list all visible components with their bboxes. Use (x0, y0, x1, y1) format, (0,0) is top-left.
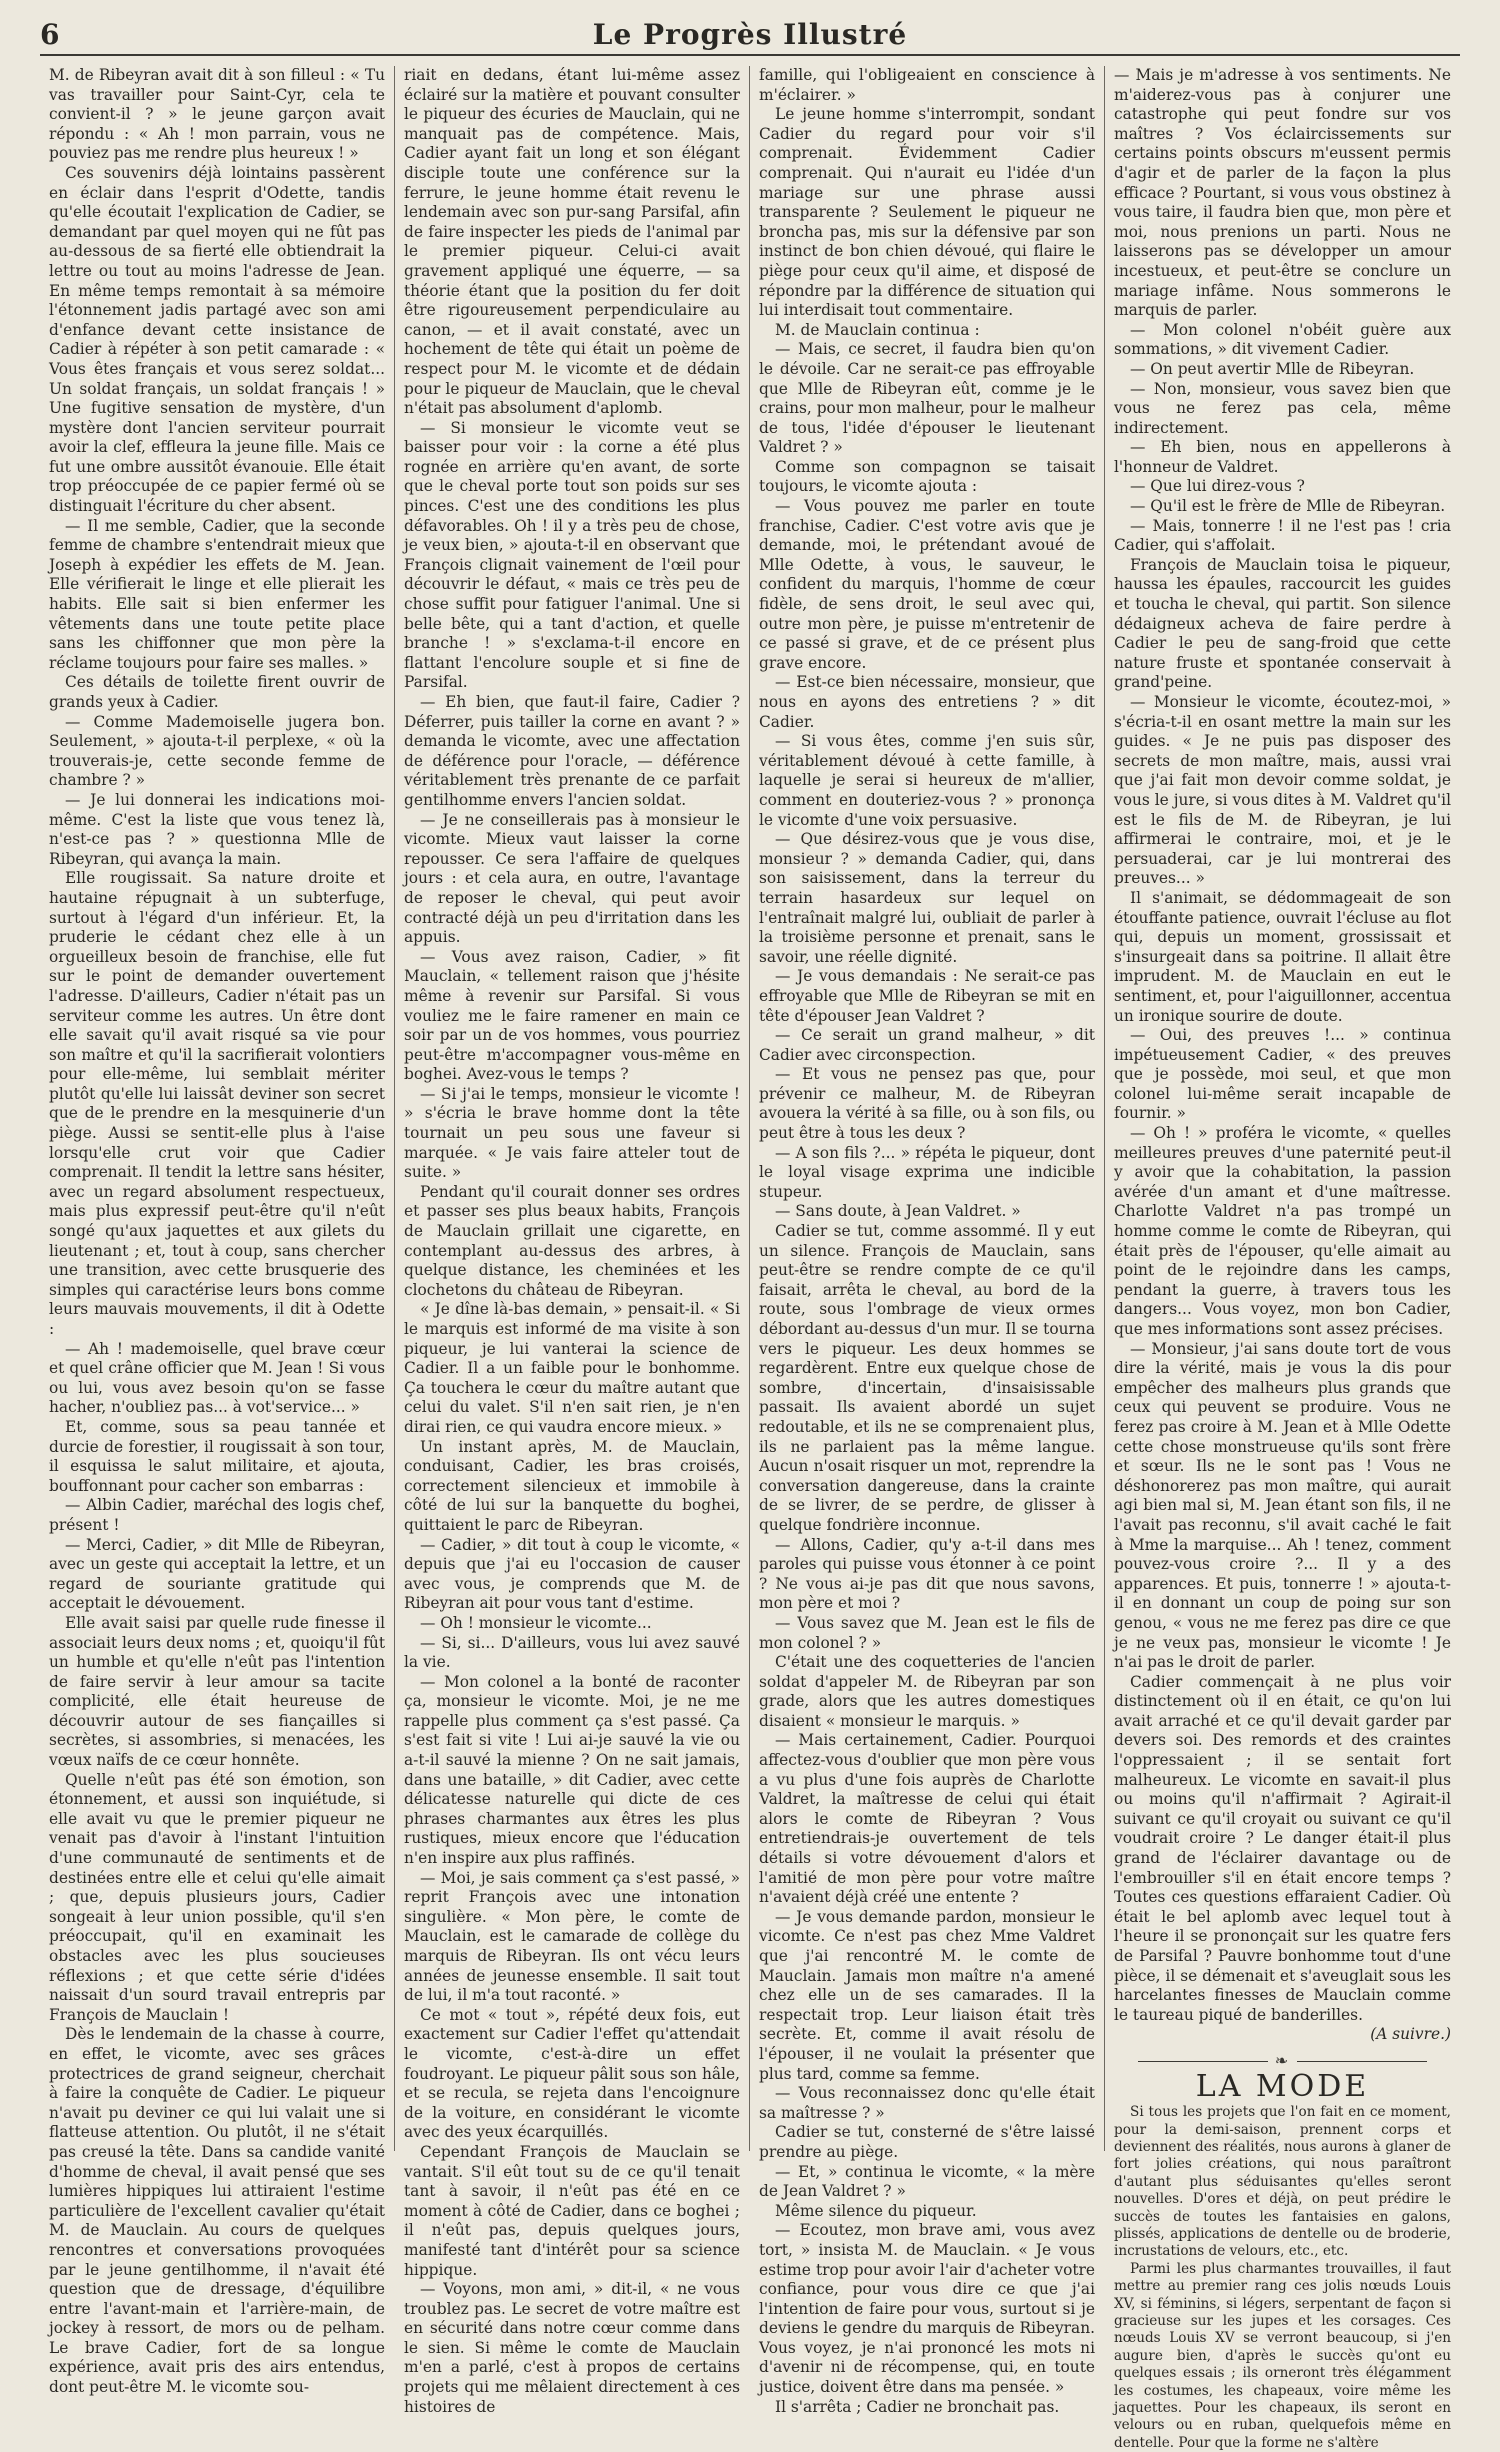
text-columns (40, 66, 1460, 2451)
story-paragraph: Ces détails de toilette firent ouvrir de grands yeux à Cadier. (49, 673, 385, 711)
story-paragraph: — Ecoutez, mon brave ami, vous avez tort, » insista M. de Mauclain. « Je vous estime trop pour avoir l'air d'acheter votre confiance, pour vous dire ce que j'ai l'intention de faire pour vous, surtout si je deviens le gendre du marquis de Ribeyran. Vous voyez, je n'ai prononcé les mots ni d'avenir ni de récompense, qui, en toute justice, doivent être dans ma pensée. » (759, 2221, 1096, 2397)
story-paragraph: — Oui, des preuves !... » continua impétueusement Cadier, « des preuves que je possède, moi seul, et que mon colonel lui-même serait incapable de fournir. » (1114, 1026, 1451, 1123)
mode-paragraph: Si tous les projets que l'on fait en ce moment, pour la demi-saison, prennent corps et deviennent des réalités, nous aurons à glaner de fort jolies créations, qui nous paraîtront d'autant plus séduisantes qu'elles seront nouvelles. D'ores et déjà, on peut prédire le succès de toutes les fantaisies en galons, plissés, applications de dentelle ou de broderie, incrustations de velours, etc., etc. (1114, 2104, 1451, 2260)
story-paragraph: Quelle n'eût pas été son émotion, son étonnement, et aussi son inquiétude, si elle avait vu que le premier piqueur ne venait pas d'avoir à l'instant l'intuition d'une communauté de sentiments et de destinées entre elle et celui qu'elle aimait ; que, depuis plusieurs jours, Cadier songeait à leur union possible, qu'il s'en préoccupait, qu'il en examinait les obstacles avec les plus soucieuses réflexions ; et que cette série d'idées naissait d'un sourd travail entrepris par François de Mauclain ! (49, 1770, 385, 2024)
story-paragraph: — On peut avertir Mlle de Ribeyran. (1130, 359, 1415, 378)
story-paragraph: C'était une des coquetteries de l'ancien soldat d'appeler M. de Ribeyran par son grade, alors que les autres domestiques disaient « monsieur le marquis. » (759, 1653, 1095, 1730)
column-2 (395, 66, 750, 2416)
column-1 (40, 66, 395, 2397)
story-paragraph: famille, qui l'obligeaient en conscience à m'éclairer. » (759, 66, 1095, 104)
story-paragraph: — Vous savez que M. Jean est le fils de mon colonel ? » (759, 1613, 1095, 1652)
story-paragraph: Pendant qu'il courait donner ses ordres et passer ses plus beaux habits, François de Mauclain grillait une cigarette, en contemplant au-dessus des arbres, à quelque distance, les cheminées et les clochetons du château de Ribeyran. (404, 1182, 740, 1299)
story-paragraph: — Mais, tonnerre ! il ne l'est pas ! cria Cadier, qui s'affolait. (1114, 516, 1451, 555)
story-paragraph: — Si j'ai le temps, monsieur le vicomte ! » s'écria le brave homme dont la tête tournait un peu sous une faveur si marquée. « Je vais faire atteler tout de suite. » (404, 1084, 740, 1182)
story-paragraph: — Allons, Cadier, qu'y a-t-il dans mes paroles qui puisse vous étonner à ce point ? Ne vous ai-je pas dit que nous savons, mon père et moi ? (759, 1535, 1095, 1613)
story-paragraph: — Que lui direz-vous ? (1130, 477, 1305, 496)
story-paragraph: Il s'animait, se dédommageait de son étouffante patience, ouvrait l'écluse au flot qui, depuis un moment, grossissait et s'insurgeait dans sa poitrine. Il allait être imprudent. M. de Mauclain en eut le sentiment, et, pour l'aiguillonner, accentua un ironique sourire de doute. (1114, 888, 1451, 1025)
mode-paragraph: Parmi les plus charmantes trouvailles, il faut mettre au premier rang ces jolis nœuds Louis XV, si féminins, si légers, serpentant de façon si gracieuse sur les jupes et les corsages. Ces nœuds Louis XV se verront beaucoup, si j'en augure bien, d'après le succès qu'ont eu quelques essais ; ils orneront très élégamment les costumes, les chapeaux, voire même les jaquettes. Pour les chapeaux, ils seront en velours ou en ruban, quelquefois même en dentelle. Pour que la forme ne s'altère (1114, 2260, 1451, 2451)
story-paragraph: — Mon colonel a la bonté de raconter ça, monsieur le vicomte. Moi, je ne me rappelle plus comment ça s'est passé. Ça s'est fait si vite ! Lui ai-je sauvé la vie ou a-t-il sauvé la mienne ? On ne sait jamais, dans une bataille, » dit Cadier, avec cette délicatesse naturelle qui dicte de ces phrases charmantes aux êtres les plus rustiques, mieux encore que l'éducation n'en inspire aux plus raffinés. (404, 1672, 740, 1868)
story-paragraph: Elle avait saisi par quelle rude finesse il associait leurs deux noms ; et, quoiqu'il fût un humble et qu'elle n'eût pas l'intention de faire servir à leur amour sa tacite complicité, elle était heureuse de découvrir autour de ses fiançailles si secrètes, si assombries, si menacées, les vœux naïfs de ce cœur honnête. (49, 1613, 385, 1770)
story-paragraph: — Si vous êtes, comme j'en suis sûr, véritablement dévoué à cette famille, à laquelle je serai si heureux de m'allier, comment en douteriez-vous ? » prononça le vicomte d'une voix persuasive. (759, 732, 1095, 829)
story-paragraph: — Monsieur le vicomte, écoutez-moi, » s'écria-t-il en osant mettre la main sur les guides. « Je ne puis pas disposer des secrets de mon maître, mais, aussi vrai que j'ai fait mon devoir comme soldat, je vous le jure, si vous dites à M. Valdret qu'il est le fils de M. de Ribeyran, je lui affirmerai le contraire, moi, et je le persuaderai, car je lui montrerai des preuves... » (1114, 693, 1451, 888)
story-paragraph: Cadier se tut, comme assommé. Il y eut un silence. François de Mauclain, sans peut-être se rendre compte de ce qu'il faisait, arrêta le cheval, au bord de la route, sous l'ombrage de vieux ormes débordant au-dessus d'un mur. Il se tourna vers le piqueur. Les deux hommes se regardèrent. Entre eux quelque chose de sombre, d'incertain, d'insaisissable passait. Ils avaient abordé un sujet redoutable, et ils ne se comprenaient plus, ils ne parlaient pas la même langue. Aucun n'osait risquer un mot, reprendre la conversation dangereuse, dans la crainte de se livrer, de se perdre, de glisser à quelque fondrière inconnue. (759, 1222, 1095, 1534)
story-paragraph: — Vous reconnaissez donc qu'elle était sa maîtresse ? » (759, 2084, 1095, 2122)
story-paragraph: — Oh ! monsieur le vicomte... (420, 1613, 652, 1632)
column-4 (1105, 66, 1460, 2451)
story-paragraph: — Ce serait un grand malheur, » dit Cadier avec circonspection. (759, 1026, 1095, 1064)
story-paragraph: — Mais je m'adresse à vos sentiments. Ne m'aiderez-vous pas à conjurer une catastrophe qui peut fondre sur vos maîtres ? Vos éclaircissements sur certains points obscurs m'eussent permis d'agir et de parler de la façon la plus efficace ? Pourtant, si vous vous obstinez à vous taire, il faudra bien que, mon père et moi, nous prenions un parti. Nous ne laisserons pas se développer un amour incestueux, et peut-être se conclure un mariage infâme. Nous sommerons le marquis de parler. (1114, 66, 1451, 320)
story-paragraph: — Qu'il est le frère de Mlle de Ribeyran. (1130, 497, 1446, 516)
story-paragraph: — Mais certainement, Cadier. Pourquoi affectez-vous d'oublier que mon père vous a vu plus d'une fois auprès de Charlotte Valdret, la maîtresse de celui qui était alors le comte de Ribeyran ? Vous entretiendrais-je ouvertement de tels détails si votre dévouement d'alors et l'amitié de mon père pour votre maître n'avaient déjà créé une entente ? (759, 1731, 1095, 1907)
story-paragraph: — Je lui donnerai les indications moi-même. C'est la liste que vous tenez là, n'est-ce pas ? » questionna Mlle de Ribeyran, qui avança la main. (49, 790, 385, 868)
story-paragraph: Cadier se tut, consterné de s'être laissé prendre au piège. (759, 2123, 1095, 2161)
story-paragraph: — Et vous ne pensez pas que, pour prévenir ce malheur, M. de Ribeyran avouera la vérité à sa fille, ou à son fils, ou peut être à tous les deux ? (759, 1065, 1095, 1143)
section-divider: ❧ (1114, 2051, 1451, 2071)
story-paragraph: — Vous avez raison, Cadier, » fit Mauclain, « tellement raison que j'hésite même à revenir sur Parsifal. Si vous vouliez me le faire ramener en main ce soir par un de vos hommes, vous pourriez peut-être m'accompagner vous-même en boghei. Avez-vous le temps ? (404, 947, 740, 1084)
story-paragraph: — Oh ! » proféra le vicomte, « quelles meilleures preuves d'une paternité peut-il y avoir que la cohabitation, la passion avérée d'un amant et d'une maîtresse. Charlotte Valdret n'a pas trompé un homme comme le comte de Ribeyran, qui était près de l'épouser, qu'elle aimait au point de le rejoindre dans les camps, pendant la guerre, à travers tous les dangers... Vous voyez, mon bon Cadier, que mes informations sont assez précises. (1114, 1124, 1451, 1338)
story-paragraph: — Mon colonel n'obéit guère aux sommations, » dit vivement Cadier. (1114, 320, 1451, 359)
story-paragraph: — Eh bien, nous en appellerons à l'honneur de Valdret. (1114, 438, 1451, 476)
story-paragraph: — Je vous demande pardon, monsieur le vicomte. Ce n'est pas chez Mme Valdret que j'ai rencontré M. le comte de Mauclain. Jamais mon maître n'a amené chez elle un de ses camarades. Il la respectait trop. Leur liaison était très secrète. Et, comme il avait résolu de l'épouser, il ne voulait la présenter que plus tard, comme sa femme. (759, 1907, 1095, 2083)
story-paragraph: — Monsieur, j'ai sans doute tort de vous dire la vérité, mais je vous la dis pour empêcher des malheurs plus grands que ceux qui peuvent se produire. Vous ne ferez pas croire à M. Jean et à Mlle Odette cette chose monstrueuse qu'ils sont frère et sœur. Ils ne le sont pas ! Vous ne déshonorerez pas mon maître, qui aurait agi bien mal si, M. Jean étant son fils, il ne l'avait pas reconnu, s'il avait caché le fait à Mme la marquise... Ah ! tenez, comment pouvez-vous croire ?... Il y a des apparences. Et puis, tonnerre ! » ajouta-t-il en donnant un coup de poing sur son genou, « vous ne me ferez pas dire ce que je ne veux pas, monsieur le vicomte ! Je n'ai pas le droit de parler. (1114, 1339, 1451, 1672)
story-paragraph: — Non, monsieur, vous savez bien que vous ne ferez pas cela, même indirectement. (1114, 379, 1451, 437)
story-paragraph: « Je dîne là-bas demain, » pensait-il. « Si le marquis est informé de ma visite à son piqueur, je lui vanterai la science de Cadier. Il a un faible pour le bonhomme. Ça touchera le cœur du maître autant que celui du valet. S'il n'en sait rien, je n'en dirai rien, ce qui vaudra encore mieux. » (404, 1300, 740, 1436)
story-paragraph: — Mais, ce secret, il faudra bien qu'on le dévoile. Car ne serait-ce pas effroyable que Mlle de Ribeyran eût, comme je le crains, pour mon malheur, pour le malheur de tous, l'idée d'épouser le lieutenant Valdret ? » (759, 340, 1095, 457)
story-paragraph: Même silence du piqueur. (775, 2201, 977, 2220)
page-number: 6 (40, 18, 60, 51)
story-paragraph: François de Mauclain toisa le piqueur, haussa les épaules, raccourcit les guides et toucha le cheval, qui partit. Son silence dédaigneux acheva de faire perdre à Cadier le peu de sang-froid que cette nature fruste et spontanée conservait à grand'peine. (1114, 555, 1451, 692)
story-paragraph: — Cadier, » dit tout à coup le vicomte, « depuis que j'ai eu l'occasion de causer avec vous, je comprends que M. de Ribeyran ait pour vous tant d'estime. (404, 1535, 740, 1613)
story-paragraph: — Moi, je sais comment ça s'est passé, » reprit François avec une intonation singulière. « Mon père, le comte de Mauclain, est le camarade de collège du marquis de Ribeyran. Ils ont vécu leurs années de jeunesse ensemble. Il sait tout de lui, il m'a tout raconté. » (404, 1868, 740, 2005)
story-paragraph: Elle rougissait. Sa nature droite et hautaine répugnait à un subterfuge, surtout à l'égard d'un inférieur. Et, la pruderie le cédant chez elle à un orgueilleux besoin de franchise, elle fut sur le point de demander ouvertement l'adresse. D'ailleurs, Cadier n'était pas un serviteur comme les autres. Un être dont elle savait qu'il avait risqué sa vie pour son maître et qu'il la sacrifierait volontiers pour elle-même, lui semblait mériter plutôt qu'elle lui laissât deviner son secret que de le prendre en la mesquinerie d'un piège. Aussi se sentit-elle plus à l'aise lorsqu'elle crut voir que Cadier comprenait. Il tendit la lettre sans hésiter, avec un regard absolument respectueux, mais plus expressif peut-être qu'il n'eût songé qu'aux jaquettes et aux gilets du lieutenant ; et, tout à coup, sans chercher une transition, avec cette brusquerie des simples qui caractérise leurs bons comme leurs mauvais mouvements, il dit à Odette : (49, 869, 385, 1338)
story-paragraph: — Si monsieur le vicomte veut se baisser pour voir : la corne a été plus rognée en arrière qu'en avant, de sorte que le cheval porte tout son poids sur ses pinces. C'est une des conditions les plus défavorables. Oh ! il y a très peu de chose, je veux bien, » ajouta-t-il en observant que François clignait vainement de l'œil pour découvrir le défaut, « mais ce très peu de chose suffit pour fatiguer l'animal. Une si belle bête, qui a tant d'action, et quelle branche ! » s'exclama-t-il encore en flattant l'encolure souple et si fine de Parsifal. (404, 418, 740, 692)
story-paragraph: — Albin Cadier, maréchal des logis chef, présent ! (49, 1496, 385, 1534)
mode-title: LA MODE (1195, 2068, 1370, 2104)
story-paragraph: Ce mot « tout », répété deux fois, eut exactement sur Cadier l'effet qu'attendait le vicomte, c'est-à-dire un effet foudroyant. Le piqueur pâlit sous son hâle, et se recula, se rejeta dans l'encoignure de la voiture, en considérant le vicomte avec des yeux écarquillés. (404, 2005, 740, 2142)
story-paragraph: — Sans doute, à Jean Valdret. » (775, 1202, 1021, 1221)
to-be-continued: (A suivre.) (1370, 2025, 1451, 2044)
story-paragraph: — Comme Mademoiselle jugera bon. Seulement, » ajouta-t-il perplexe, « où la trouverais-je, cette seconde femme de chambre ? » (49, 712, 385, 790)
journal-title: Le Progrès Illustré (592, 18, 908, 51)
story-paragraph: Cadier commençait à ne plus voir distinctement où il en était, ce qu'on lui avait arraché et ce qu'il devait garder par devers soi. Des remords et des craintes l'oppressaient ; il se sentait fort malheureux. Le vicomte en savait-il plus ou moins qu'il n'affirmait ? Agirait-il suivant ce qu'il croyait ou suivant ce qu'il voudrait croire ? Le danger était-il plus grand de l'éclairer davantage ou de l'embrouiller s'il en était encore temps ? Toutes ces questions effaraient Cadier. Où était le bel aplomb avec lequel tout à l'heure il se prononçait sur les quatre fers de Parsifal ? Pauvre bonhomme tout d'une pièce, il se démenait et s'aveuglait sous les harcelantes finesses de Mauclain comme le taureau piqué de banderilles. (1114, 1672, 1451, 2024)
story-paragraph: — Merci, Cadier, » dit Mlle de Ribeyran, avec un geste qui acceptait la lettre, et un regard de souriante gratitude qui acceptait le dévouement. (49, 1535, 385, 1613)
story-paragraph: Dès le lendemain de la chasse à courre, en effet, le vicomte, avec ses grâces protectrices de grand seigneur, cherchait à faire la conquête de Cadier. Le piqueur n'avait pu deviner ce qui lui valait une si flatteuse attention. Ou plutôt, il ne s'était pas creusé la tête. Dans sa candide vanité d'homme de cheval, il avait pensé que ses lumières hippiques lui attiraient l'estime particulière de l'excellent cavalier qu'était M. de Mauclain. Au cours de quelques rencontres et conversations provoquées par le jeune gentilhomme, il n'avait été question que de dressage, d'équilibre entre l'avant-main et l'arrière-main, de jockey à ressort, de mors ou de pelham. Le brave Cadier, fort de sa longue expérience, avait pris des airs entendus, dont peut-être M. le vicomte sou- (49, 2025, 385, 2397)
story-paragraph: — Eh bien, que faut-il faire, Cadier ? Déferrer, puis tailler la corne en avant ? » demanda le vicomte, avec une affectation de déférence pour l'oracle, — déférence véritablement très prenante de ce parfait gentilhomme envers l'ancien soldat. (404, 693, 740, 809)
story-paragraph: — A son fils ?... » répéta le piqueur, dont le loyal visage exprima une indicible stupeur. (759, 1143, 1095, 1201)
story-paragraph: Il s'arrêta ; Cadier ne bronchait pas. (775, 2397, 1060, 2416)
story-paragraph: M. de Mauclain continua : (775, 320, 980, 339)
column-3 (750, 66, 1105, 2416)
story-paragraph: — Que désirez-vous que je vous dise, monsieur ? » demanda Cadier, qui, dans son saisissement, dans la terreur du terrain hasardeux sur lequel on l'entraînait malgré lui, oubliait de parler à la troisième personne et prenait, sans le savoir, une réelle dignité. (759, 830, 1095, 966)
story-paragraph: M. de Ribeyran avait dit à son filleul : « Tu vas travailler pour Saint-Cyr, cela te convient-il ? » le jeune garçon avait répondu : « Ah ! mon parrain, vous ne pouviez pas me rendre plus heureux ! » (49, 66, 385, 163)
story-paragraph: Cependant François de Mauclain se vantait. S'il eût tout su de ce qu'il tenait tant à savoir, il n'eût pas été en ce moment à côté de Cadier, dans ce boghei ; il n'eût pas, depuis quelques jours, manifesté tant d'intérêt pour sa science hippique. (404, 2142, 740, 2279)
story-paragraph: — Est-ce bien nécessaire, monsieur, que nous en ayons des entretiens ? » dit Cadier. (759, 673, 1095, 731)
story-paragraph: Comme son compagnon se taisait toujours, le vicomte ajouta : (759, 457, 1095, 496)
story-paragraph: — Il me semble, Cadier, que la seconde femme de chambre s'entendrait mieux que Joseph à expédier les effets de M. Jean. Elle vérifierait le linge et elle plierait les habits. Elle sait si bien enfermer les vêtements dans une toute petite place sans les chiffonner que mon père la réclame toujours pour faire ses malles. » (49, 516, 385, 672)
story-paragraph: — Vous pouvez me parler en toute franchise, Cadier. C'est votre avis que je demande, moi, le prétendant avoué de Mlle Odette, à vous, le sauveur, le confident du marquis, l'homme de cœur fidèle, de sens droit, le seul avec qui, outre mon père, je puisse m'entretenir de ce passé si grave, et de ce présent plus grave encore. (759, 497, 1095, 672)
story-paragraph: — Ah ! mademoiselle, quel brave cœur et quel crâne officier que M. Jean ! Si vous ou lui, vous avez besoin qu'on se fasse hacher, n'oubliez pas... à vot'service... » (49, 1339, 385, 1417)
story-paragraph: riait en dedans, étant lui-même assez éclairé sur la matière et pouvant consulter le piqueur des écuries de Mauclain, qui ne manquait pas de compétence. Mais, Cadier ayant fait un long et son élégant disciple toute une conférence sur la ferrure, le jeune homme était revenu le lendemain avec son pur-sang Parsifal, afin de faire inspecter les pieds de l'animal par le premier piqueur. Celui-ci avait gravement appliqué une équerre, — sa théorie étant que la position du fer doit être rigoureusement perpendiculaire au canon, — et il avait constaté, avec un hochement de tête qui était un poème de respect pour M. le vicomte et de dédain pour le piqueur de Mauclain, que le cheval n'était pas absolument d'aplomb. (404, 66, 740, 418)
story-paragraph: Et, comme, sous sa peau tannée et durcie de forestier, il rougissait à son tour, il esquissa le salut militaire, et ajouta, bouffonnant pour cacher son embarras : (49, 1417, 385, 1495)
story-paragraph: — Voyons, mon ami, » dit-il, « ne vous troublez pas. Le secret de votre maître est en sécurité dans notre cœur comme dans le sien. Si même le comte de Mauclain m'en a parlé, c'est à propos de certains projets qui me mêlaient directement à ces histoires de (404, 2280, 740, 2416)
story-paragraph: — Et, » continua le vicomte, « la mère de Jean Valdret ? » (759, 2162, 1095, 2201)
story-paragraph: Un instant après, M. de Mauclain, conduisant, Cadier, les bras croisés, correctement silencieux et immobile à côté de lui sur la banquette du boghei, quittaient le parc de Ribeyran. (404, 1437, 740, 1534)
story-paragraph: Ces souvenirs déjà lointains passèrent en éclair dans l'esprit d'Odette, tandis qu'elle écoutait l'explication de Cadier, se demandant par quel moyen qui ne fût pas au-dessous de sa fierté elle obtiendrait la lettre ou tout au moins l'adresse de Jean. En même temps remontait à sa mémoire l'étonnement jadis partagé avec son ami d'enfance devant cette insistance de Cadier à répéter à son petit camarade : « Vous êtes français et vous serez soldat... Un soldat français, un soldat français ! » Une fugitive sensation de mystère, d'un mystère dont l'ancien serviteur pourrait avoir la clef, effleura la jeune fille. Mais ce fut une ombre aussitôt évanouie. Elle était trop préoccupée de ce papier fermé où se distinguait l'écriture du cher absent. (49, 163, 385, 516)
page-header (40, 14, 1460, 56)
story-paragraph: — Je vous demandais : Ne serait-ce pas effroyable que Mlle de Ribeyran se mit en tête d'épouser Jean Valdret ? (759, 967, 1095, 1025)
mode-section (1114, 2068, 1451, 2452)
story-paragraph: Le jeune homme s'interrompit, sondant Cadier du regard pour voir s'il comprenait. Évidemment Cadier comprenait. Qui n'aurait eu l'idée d'un mariage sur une phrase aussi transparente ? Seulement le piqueur ne broncha pas, mis sur la défensive par son instinct de bon chien dévoué, qui flaire le piège pour ceux qu'il aime, et disposé de répondre par la différence de situation qui lui interdisait tout commentaire. (759, 105, 1095, 320)
story-paragraph: — Je ne conseillerais pas à monsieur le vicomte. Mieux vaut laisser la corne repousser. Ce sera l'affaire de quelques jours : et cela aura, en outre, l'avantage de reposer le cheval, qui peut avoir contracté déjà un peu d'irritation dans les appuis. (404, 810, 740, 947)
story-paragraph: — Si, si... D'ailleurs, vous lui avez sauvé la vie. (404, 1633, 740, 1672)
